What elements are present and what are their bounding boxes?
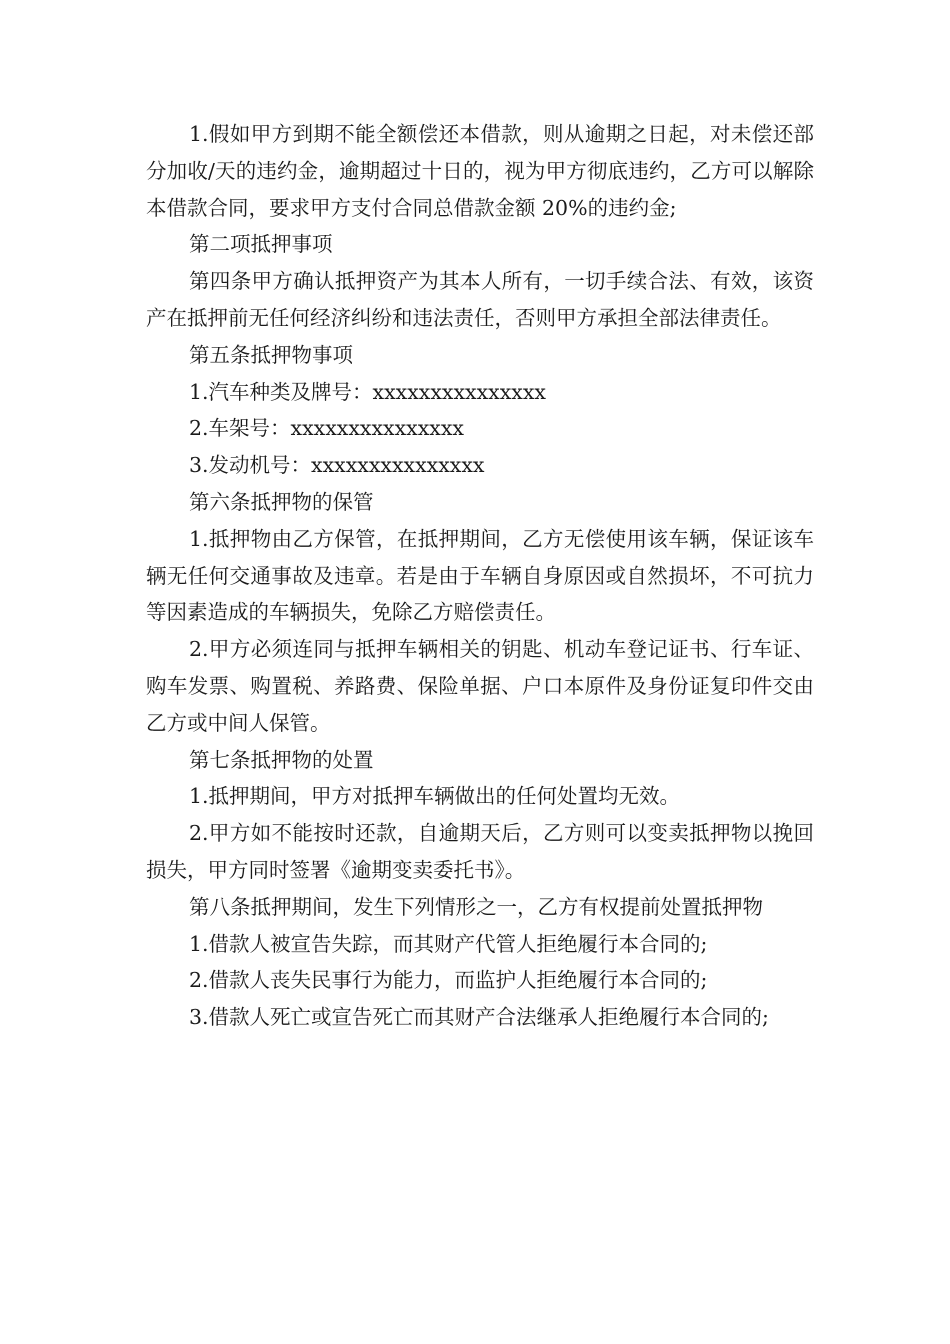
document-body	[146, 116, 814, 1036]
article-heading: 第六条抵押物的保管	[189, 489, 374, 514]
article-heading: 第七条抵押物的处置	[189, 747, 374, 772]
clause-paragraph: 1.抵押物由乙方保管，在抵押期间，乙方无偿使用该车辆，保证该车辆无任何交通事故及违章。若是由于车辆自身原因或自然损坏，不可抗力等因素造成的车辆损失，免除乙方赔偿责任。	[146, 526, 814, 625]
list-item: 2.借款人丧失民事行为能力，而监护人拒绝履行本合同的;	[189, 968, 708, 993]
list-item: 3.发动机号：xxxxxxxxxxxxxxx	[189, 453, 485, 478]
list-item: 2.车架号：xxxxxxxxxxxxxxx	[189, 416, 464, 441]
article-heading: 第八条抵押期间，发生下列情形之一，乙方有权提前处置抵押物	[189, 894, 763, 919]
article-heading: 第五条抵押物事项	[189, 342, 353, 367]
list-item: 3.借款人死亡或宣告死亡而其财产合法继承人拒绝履行本合同的;	[189, 1005, 769, 1030]
list-item: 1.借款人被宣告失踪，而其财产代管人拒绝履行本合同的;	[189, 931, 708, 956]
clause-paragraph: 第四条甲方确认抵押资产为其本人所有，一切手续合法、有效，该资产在抵押前无任何经济纠纷和违法责任，否则甲方承担全部法律责任。	[146, 269, 814, 330]
clause-paragraph: 2.甲方必须连同与抵押车辆相关的钥匙、机动车登记证书、行车证、购车发票、购置税、养路费、保险单据、户口本原件及身份证复印件交由乙方或中间人保管。	[146, 637, 814, 735]
clause-paragraph: 2.甲方如不能按时还款，自逾期天后，乙方则可以变卖抵押物以挽回损失，甲方同时签署《逾期变卖委托书》。	[146, 821, 814, 882]
list-item: 1.汽车种类及牌号：xxxxxxxxxxxxxxx	[189, 379, 546, 404]
clause-paragraph: 1.抵押期间，甲方对抵押车辆做出的任何处置均无效。	[189, 784, 681, 809]
clause-paragraph: 1.假如甲方到期不能全额偿还本借款，则从逾期之日起，对未偿还部分加收/天的违约金，逾期超过十日的，视为甲方彻底违约，乙方可以解除本借款合同，要求甲方支付合同总借款金额 20%的违约金;	[146, 122, 814, 220]
section-heading: 第二项抵押事项	[189, 232, 333, 257]
